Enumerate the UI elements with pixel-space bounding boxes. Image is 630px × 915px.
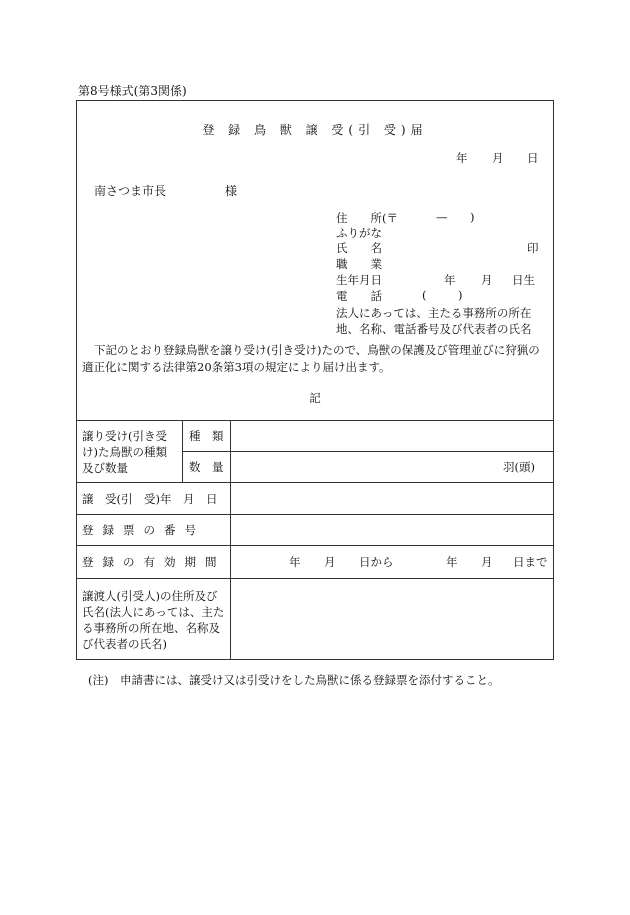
postal-dash: — xyxy=(436,210,448,224)
seal-mark: 印 xyxy=(527,241,539,255)
validity-to-month: 月 xyxy=(481,555,493,569)
submission-day: 日 xyxy=(527,151,539,165)
table-row-line xyxy=(76,482,554,483)
quantity-label: 数 量 xyxy=(189,460,224,474)
table-top-line xyxy=(76,420,554,421)
addressee: 南さつま市長 xyxy=(94,184,167,198)
submission-month: 月 xyxy=(492,151,504,165)
name-label: 氏 名 xyxy=(336,241,382,255)
validity-from-year: 年 xyxy=(289,555,301,569)
ki-heading: 記 xyxy=(309,391,321,405)
footnote: (注) 申請書には、譲受け又は引受けをした鳥獣に係る登録票を添付すること。 xyxy=(88,673,500,687)
birth-day: 日生 xyxy=(512,273,535,287)
validity-from-day: 日から xyxy=(359,555,394,569)
form-title: 登 録 鳥 獣 譲 受(引 受)届 xyxy=(202,123,428,137)
species-label: 種 類 xyxy=(189,429,224,443)
birth-month: 月 xyxy=(481,273,493,287)
submission-year: 年 xyxy=(456,151,468,165)
furigana-label: ふりがな xyxy=(336,226,382,240)
table-row-line xyxy=(76,578,554,579)
transfer-date-label: 譲 受(引 受)年 月 日 xyxy=(82,492,218,506)
birthdate-label: 生年月日 xyxy=(336,273,382,287)
phone-paren-close: ) xyxy=(458,288,463,302)
transferor-label: 譲渡人(引受人)の住所及び氏名(法人にあっては、主たる事務所の所在地、名称及び代表者の氏名) xyxy=(82,589,225,651)
table-row-line xyxy=(76,545,554,546)
species-quantity-label: 譲り受け(引き受け)た鳥獣の種類及び数量 xyxy=(82,429,167,475)
corp-note-line2: 地、名称、電話番号及び代表者の氏名 xyxy=(336,322,532,336)
addressee-suffix: 様 xyxy=(225,184,238,198)
registration-number-label: 登録票の番号 xyxy=(82,523,205,537)
occupation-label: 職 業 xyxy=(336,257,382,271)
address-label: 住 所(〒 xyxy=(336,211,398,225)
quantity-unit: 羽(頭) xyxy=(503,460,535,474)
species-quantity-divider xyxy=(182,451,554,452)
phone-label: 電 話 xyxy=(336,289,382,303)
table-col-line xyxy=(230,420,231,660)
body-text: 下記のとおり登録鳥獣を譲り受け(引き受け)たので、鳥獣の保護及び管理並びに狩猟の適正化に関する法律第20条第3項の規定により届け出ます。 xyxy=(82,343,540,374)
corp-note-line1: 法人にあっては、主たる事務所の所在 xyxy=(336,306,532,320)
validity-from-month: 月 xyxy=(324,555,336,569)
birth-year: 年 xyxy=(444,273,456,287)
table-col-line xyxy=(182,420,183,482)
postal-close: ) xyxy=(470,210,475,224)
phone-paren-open: ( xyxy=(422,288,427,302)
form-number-label: 第8号様式(第3関係) xyxy=(78,84,187,98)
validity-to-year: 年 xyxy=(446,555,458,569)
table-row-line xyxy=(76,514,554,515)
validity-to-day: 日まで xyxy=(513,555,548,569)
validity-period-label: 登録の有効期間 xyxy=(82,555,226,569)
